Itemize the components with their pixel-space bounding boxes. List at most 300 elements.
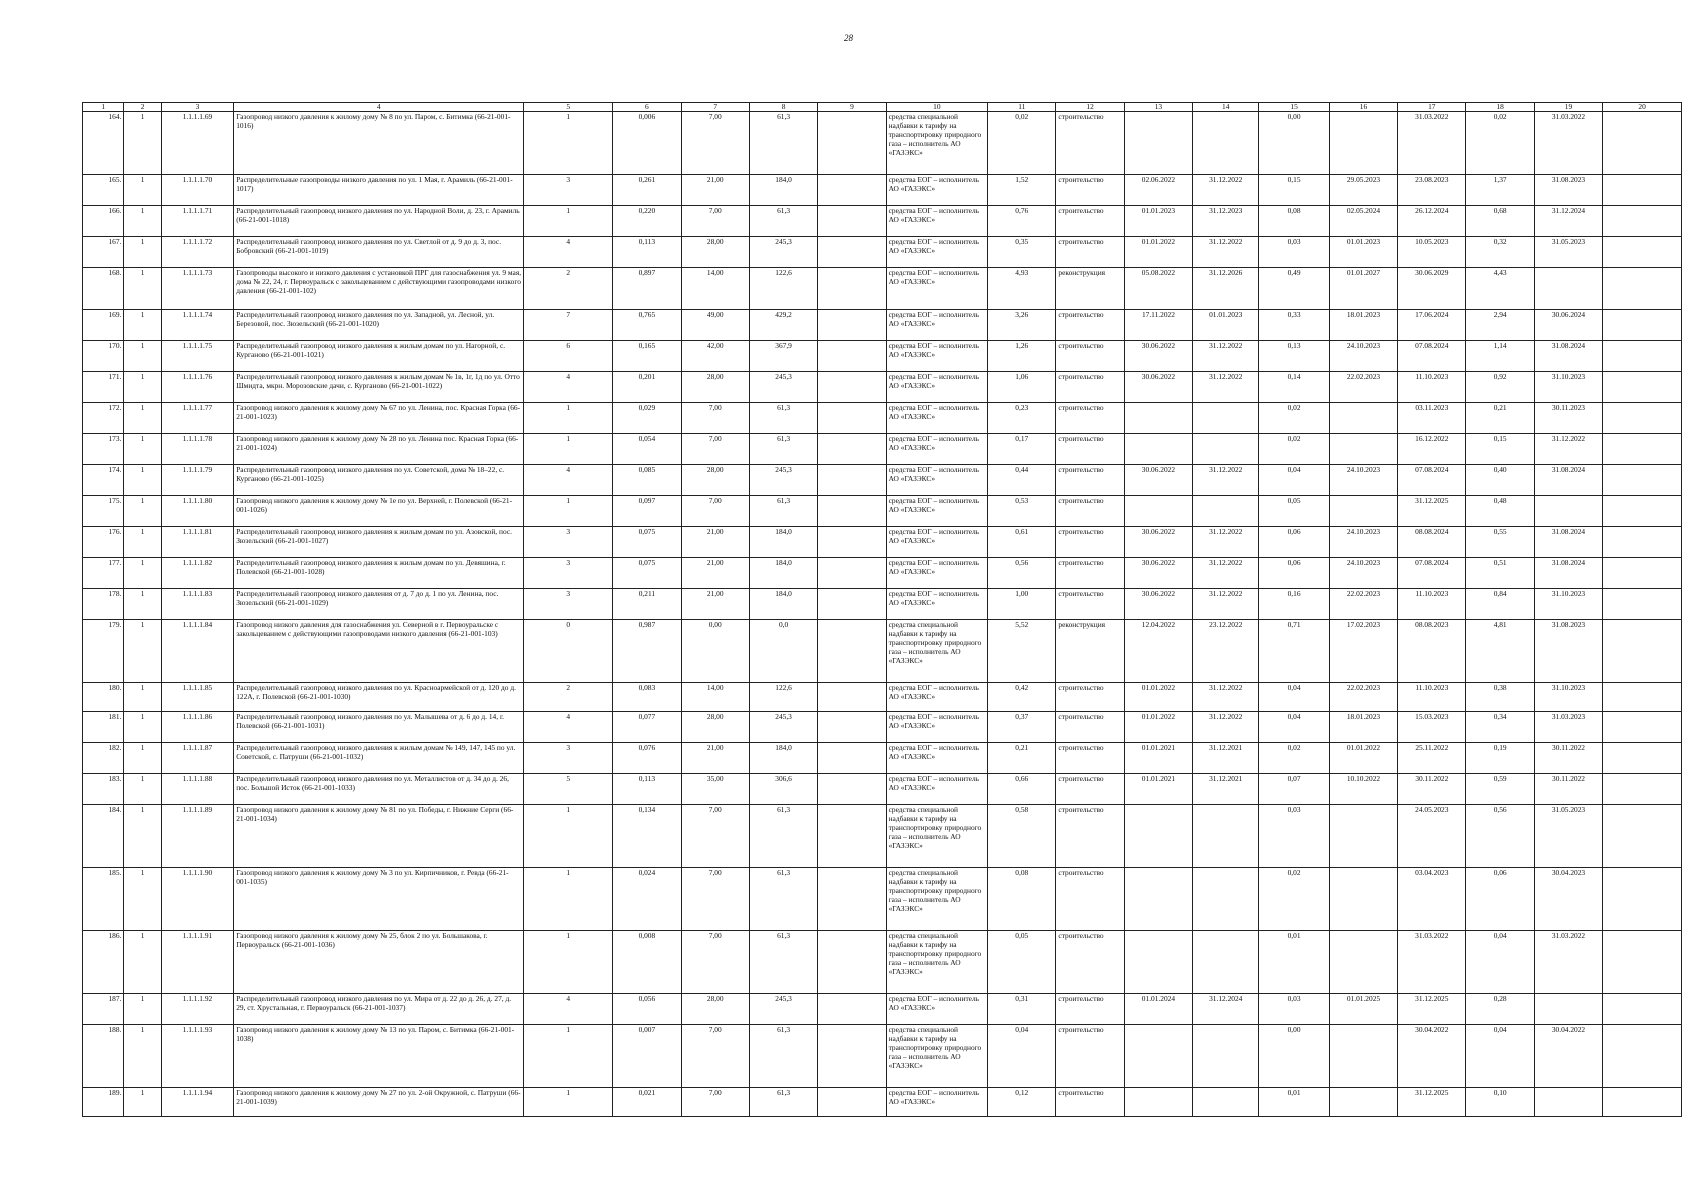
table-cell [818, 465, 886, 496]
table-cell: 1 [524, 931, 613, 994]
table-cell: 1 [124, 805, 161, 868]
table-cell [1193, 1088, 1259, 1117]
table-cell [818, 112, 886, 175]
table-cell: 07.08.2024 [1398, 558, 1466, 589]
table-cell: 0,08 [1259, 206, 1329, 237]
table-cell: 0,076 [613, 743, 681, 774]
table-cell: средства ЕОГ – исполнитель АО «ГАЗЭКС» [886, 434, 987, 465]
table-cell [818, 1088, 886, 1117]
table-cell: 11.10.2023 [1398, 372, 1466, 403]
table-cell: 0,34 [1466, 712, 1534, 743]
table-cell: 25.11.2022 [1398, 743, 1466, 774]
table-cell: Распределительный газопровод низкого давления по ул. Светлой от д. 9 до д. 3, пос. Бобровский (66-21-001-1019) [234, 237, 524, 268]
table-cell: 03.04.2023 [1398, 868, 1466, 931]
table-cell: 1.1.1.1.86 [161, 712, 233, 743]
column-header: 9 [818, 103, 886, 112]
table-cell [1603, 310, 1682, 341]
column-header: 8 [749, 103, 817, 112]
table-cell: 1 [124, 1025, 161, 1088]
table-cell: 0,056 [613, 994, 681, 1025]
table-cell: 3 [524, 527, 613, 558]
table-row [83, 1088, 1682, 1117]
table-cell: 30.06.2022 [1124, 589, 1192, 620]
table-cell: 0,49 [1259, 268, 1329, 310]
table-cell: 1.1.1.1.84 [161, 620, 233, 683]
table-cell: 1 [124, 112, 161, 175]
table-cell: 4 [524, 237, 613, 268]
table-cell [818, 743, 886, 774]
table-cell: средства ЕОГ – исполнитель АО «ГАЗЭКС» [886, 558, 987, 589]
column-header: 3 [161, 103, 233, 112]
table-cell: 0,51 [1466, 558, 1534, 589]
table-cell: 0,00 [1259, 112, 1329, 175]
column-header: 6 [613, 103, 681, 112]
table-cell: средства ЕОГ – исполнитель АО «ГАЗЭКС» [886, 465, 987, 496]
table-cell: 5 [524, 774, 613, 805]
table-cell: 1.1.1.1.80 [161, 496, 233, 527]
table-cell: 11.10.2023 [1398, 683, 1466, 712]
table-cell: 31.10.2023 [1534, 589, 1602, 620]
table-cell: 4 [524, 994, 613, 1025]
table-cell: 172. [83, 403, 124, 434]
table-cell: 05.08.2022 [1124, 268, 1192, 310]
table-row [83, 743, 1682, 774]
table-cell: 08.08.2024 [1398, 527, 1466, 558]
table-cell: 0,38 [1466, 683, 1534, 712]
table-cell: 3 [524, 558, 613, 589]
table-cell: 184,0 [749, 175, 817, 206]
table-cell [1534, 268, 1602, 310]
table-cell: строительство [1056, 403, 1124, 434]
table-cell: 01.01.2023 [1193, 310, 1259, 341]
table-cell: 1.1.1.1.93 [161, 1025, 233, 1088]
table-cell: 31.03.2022 [1398, 931, 1466, 994]
table-cell: 245,3 [749, 372, 817, 403]
table-cell: 61,3 [749, 112, 817, 175]
table-cell: Газопровод низкого давления к жилому дому № 1е по ул. Верхней, г. Полевской (66-21-001-1026) [234, 496, 524, 527]
table-cell [1124, 805, 1192, 868]
table-cell [1193, 434, 1259, 465]
table-cell: 28,00 [681, 465, 749, 496]
table-cell: 0,42 [988, 683, 1056, 712]
table-cell [1124, 931, 1192, 994]
table-cell [1329, 403, 1397, 434]
table-row [83, 805, 1682, 868]
table-cell [1534, 1088, 1602, 1117]
table-cell: строительство [1056, 310, 1124, 341]
table-cell: строительство [1056, 931, 1124, 994]
table-cell: 0,02 [1259, 434, 1329, 465]
table-cell: 22.02.2023 [1329, 683, 1397, 712]
table-cell: 61,3 [749, 403, 817, 434]
table-cell: 3,26 [988, 310, 1056, 341]
table-cell: 0,02 [1466, 112, 1534, 175]
table-cell: 1 [124, 372, 161, 403]
table-cell: 0,07 [1259, 774, 1329, 805]
table-cell: 0,06 [1259, 558, 1329, 589]
table-cell: 367,9 [749, 341, 817, 372]
table-cell: 180. [83, 683, 124, 712]
table-cell: 0,04 [988, 1025, 1056, 1088]
table-cell: 23.08.2023 [1398, 175, 1466, 206]
table-row [83, 237, 1682, 268]
table-cell: Газопровод низкого давления к жилому дому № 28 по ул. Ленина пос. Красная Горка (66-21-001-1024) [234, 434, 524, 465]
table-cell: 1.1.1.1.73 [161, 268, 233, 310]
table-cell: средства ЕОГ – исполнитель АО «ГАЗЭКС» [886, 237, 987, 268]
table-cell [1124, 112, 1192, 175]
table-cell: 01.01.2022 [1124, 237, 1192, 268]
table-cell: 15.03.2023 [1398, 712, 1466, 743]
table-cell: 07.08.2024 [1398, 341, 1466, 372]
table-cell: 1 [524, 868, 613, 931]
column-header: 11 [988, 103, 1056, 112]
table-cell [1124, 434, 1192, 465]
table-cell: 31.12.2022 [1193, 589, 1259, 620]
table-cell [1603, 372, 1682, 403]
table-cell: 1 [124, 403, 161, 434]
table-cell: 1 [524, 1025, 613, 1088]
table-cell: 1 [524, 112, 613, 175]
table-cell: строительство [1056, 496, 1124, 527]
table-cell [1193, 931, 1259, 994]
table-cell [818, 372, 886, 403]
table-cell: 1 [124, 237, 161, 268]
table-cell: 4,93 [988, 268, 1056, 310]
column-header: 4 [234, 103, 524, 112]
table-cell: 30.11.2023 [1534, 403, 1602, 434]
table-cell: 5,52 [988, 620, 1056, 683]
table-cell: строительство [1056, 743, 1124, 774]
table-cell: 61,3 [749, 434, 817, 465]
table-cell: 0,261 [613, 175, 681, 206]
table-cell [1603, 683, 1682, 712]
table-cell: 0,201 [613, 372, 681, 403]
table-cell [818, 683, 886, 712]
table-cell: 7,00 [681, 868, 749, 931]
table-cell: 1,14 [1466, 341, 1534, 372]
table-cell: 30.06.2022 [1124, 527, 1192, 558]
table-cell: 3 [524, 175, 613, 206]
table-cell: Распределительный газопровод низкого давления по ул. Металлистов от д. 34 до д. 26, пос. Большой Исток (66-21-001-1033) [234, 774, 524, 805]
table-cell: 28,00 [681, 372, 749, 403]
table-cell: 1.1.1.1.76 [161, 372, 233, 403]
table-row [83, 465, 1682, 496]
table-cell: строительство [1056, 175, 1124, 206]
table-cell: средства специальной надбавки к тарифу на транспортировку природного газа – исполнитель АО «ГАЗЭКС» [886, 1025, 987, 1088]
table-cell: 0,077 [613, 712, 681, 743]
table-cell: 31.10.2023 [1534, 683, 1602, 712]
table-cell: Газопровод низкого давления к жилому дому № 67 по ул. Ленина, пос. Красная Горка (66-21-001-1023) [234, 403, 524, 434]
table-cell: 0,10 [1466, 1088, 1534, 1117]
table-cell [1193, 496, 1259, 527]
table-cell: 12.04.2022 [1124, 620, 1192, 683]
table-cell: 24.10.2023 [1329, 527, 1397, 558]
table-cell [1603, 268, 1682, 310]
table-cell [818, 434, 886, 465]
table-cell: 3 [524, 589, 613, 620]
table-cell [1534, 994, 1602, 1025]
table-cell: 1 [124, 774, 161, 805]
table-cell: 0,04 [1259, 683, 1329, 712]
table-cell [1329, 112, 1397, 175]
table-row [83, 589, 1682, 620]
table-cell: 0,68 [1466, 206, 1534, 237]
table-cell: 31.08.2023 [1534, 175, 1602, 206]
table-cell: 22.02.2023 [1329, 589, 1397, 620]
table-cell: 0,03 [1259, 237, 1329, 268]
table-cell: 0,66 [988, 774, 1056, 805]
table-cell: 1.1.1.1.91 [161, 931, 233, 994]
table-cell [1603, 712, 1682, 743]
table-cell: 122,6 [749, 683, 817, 712]
table-cell: 0,58 [988, 805, 1056, 868]
table-cell: 1.1.1.1.92 [161, 994, 233, 1025]
table-cell [1603, 434, 1682, 465]
table-cell: 7,00 [681, 403, 749, 434]
table-cell: 1.1.1.1.79 [161, 465, 233, 496]
investment-program-table [82, 102, 1682, 1117]
table-cell [1329, 1088, 1397, 1117]
table-cell: 6 [524, 341, 613, 372]
table-cell: 0,024 [613, 868, 681, 931]
table-cell [818, 206, 886, 237]
table-cell [1603, 496, 1682, 527]
table-cell: 4,43 [1466, 268, 1534, 310]
table-cell: строительство [1056, 237, 1124, 268]
table-cell [818, 175, 886, 206]
table-cell: 21,00 [681, 589, 749, 620]
table-cell: 0,029 [613, 403, 681, 434]
table-cell: 122,6 [749, 268, 817, 310]
table-cell: 1 [124, 310, 161, 341]
table-cell [1603, 341, 1682, 372]
table-cell: средства ЕОГ – исполнитель АО «ГАЗЭКС» [886, 268, 987, 310]
table-row [83, 774, 1682, 805]
table-row [83, 558, 1682, 589]
table-cell: 0,02 [1259, 403, 1329, 434]
table-cell: 01.01.2023 [1124, 206, 1192, 237]
table-cell: 31.12.2021 [1193, 743, 1259, 774]
table-cell: 31.12.2022 [1193, 465, 1259, 496]
table-cell: 10.10.2022 [1329, 774, 1397, 805]
table-cell: 0,02 [1259, 743, 1329, 774]
table-row [83, 372, 1682, 403]
table-cell: 7,00 [681, 931, 749, 994]
column-header: 14 [1193, 103, 1259, 112]
table-cell [1329, 805, 1397, 868]
table-cell [1193, 112, 1259, 175]
table-cell: 01.01.2022 [1124, 712, 1192, 743]
table-cell: 30.11.2022 [1534, 774, 1602, 805]
table-cell: 30.06.2024 [1534, 310, 1602, 341]
table-cell: 24.10.2023 [1329, 341, 1397, 372]
table-cell: 1 [124, 868, 161, 931]
table-cell: 0,054 [613, 434, 681, 465]
table-cell: строительство [1056, 341, 1124, 372]
table-cell: 166. [83, 206, 124, 237]
table-cell: строительство [1056, 465, 1124, 496]
table-cell [818, 994, 886, 1025]
table-cell: строительство [1056, 712, 1124, 743]
table-cell: Распределительный газопровод низкого давления по ул. Мира от д. 22 до д. 26, д. 27, д. 29, ст. Хрустальная, г. Первоуральск (66-21-001-1037) [234, 994, 524, 1025]
table-cell: 1 [124, 268, 161, 310]
table-cell [1603, 589, 1682, 620]
table-cell: средства ЕОГ – исполнитель АО «ГАЗЭКС» [886, 341, 987, 372]
table-cell: 03.11.2023 [1398, 403, 1466, 434]
table-cell: 0,06 [1259, 527, 1329, 558]
table-cell: 181. [83, 712, 124, 743]
table-cell: 1.1.1.1.69 [161, 112, 233, 175]
table-cell: 35,00 [681, 774, 749, 805]
table-cell: Распределительные газопроводы низкого давления по ул. 1 Мая, г. Арамиль (66-21-001-1017) [234, 175, 524, 206]
table-cell: Распределительный газопровод низкого давления по ул. Советской, дома № 18–22, с. Курганово (66-21-001-1025) [234, 465, 524, 496]
table-row [83, 175, 1682, 206]
table-cell [1603, 1088, 1682, 1117]
table-cell: 0,35 [988, 237, 1056, 268]
table-cell: 1.1.1.1.89 [161, 805, 233, 868]
table-cell: 0,31 [988, 994, 1056, 1025]
table-cell: 29.05.2023 [1329, 175, 1397, 206]
table-cell: 0,05 [988, 931, 1056, 994]
column-header: 10 [886, 103, 987, 112]
table-cell: 429,2 [749, 310, 817, 341]
table-cell: 1.1.1.1.72 [161, 237, 233, 268]
table-cell: 0,55 [1466, 527, 1534, 558]
table-cell: Газопровод низкого давления к жилому дому № 13 по ул. Паром, с. Битимка (66-21-001-1038) [234, 1025, 524, 1088]
table-row [83, 403, 1682, 434]
table-cell: 170. [83, 341, 124, 372]
column-header: 7 [681, 103, 749, 112]
table-cell: 189. [83, 1088, 124, 1117]
table-cell: 173. [83, 434, 124, 465]
table-cell: 0,17 [988, 434, 1056, 465]
table-cell: 31.12.2024 [1534, 206, 1602, 237]
table-cell: 1,00 [988, 589, 1056, 620]
table-cell: 1,26 [988, 341, 1056, 372]
table-cell [818, 237, 886, 268]
table-cell: 2 [524, 683, 613, 712]
table-row [83, 868, 1682, 931]
table-cell: 01.01.2021 [1124, 743, 1192, 774]
table-row [83, 434, 1682, 465]
column-header: 18 [1466, 103, 1534, 112]
table-row [83, 527, 1682, 558]
table-cell [818, 310, 886, 341]
table-cell: 164. [83, 112, 124, 175]
table-cell: строительство [1056, 683, 1124, 712]
table-cell: 0,008 [613, 931, 681, 994]
table-cell: 0,28 [1466, 994, 1534, 1025]
table-cell: 30.06.2022 [1124, 558, 1192, 589]
table-cell: средства ЕОГ – исполнитель АО «ГАЗЭКС» [886, 683, 987, 712]
table-cell: строительство [1056, 774, 1124, 805]
table-cell [818, 931, 886, 994]
table-cell [1124, 868, 1192, 931]
table-cell [1603, 743, 1682, 774]
table-cell: 23.12.2022 [1193, 620, 1259, 683]
table-cell: 0,15 [1259, 175, 1329, 206]
column-header: 2 [124, 103, 161, 112]
table-cell: 31.12.2022 [1193, 683, 1259, 712]
table-cell: 31.08.2024 [1534, 558, 1602, 589]
table-cell: Газопровод низкого давления к жилому дому № 8 по ул. Паром, с. Битимка (66-21-001-1016) [234, 112, 524, 175]
table-cell: 31.12.2022 [1193, 372, 1259, 403]
table-cell: средства ЕОГ – исполнитель АО «ГАЗЭКС» [886, 994, 987, 1025]
table-cell: 245,3 [749, 994, 817, 1025]
table-cell: 0,05 [1259, 496, 1329, 527]
table-cell: 1 [524, 403, 613, 434]
table-cell: 1 [124, 743, 161, 774]
table-cell: 2 [524, 268, 613, 310]
table-cell: 7,00 [681, 496, 749, 527]
table-cell: 0,37 [988, 712, 1056, 743]
table-cell: 0,23 [988, 403, 1056, 434]
table-cell [1329, 496, 1397, 527]
table-cell [818, 774, 886, 805]
table-cell: 31.12.2026 [1193, 268, 1259, 310]
table-cell: 61,3 [749, 1088, 817, 1117]
table-cell: Распределительный газопровод низкого давления к жилым домам № 1в, 1г, 1д по ул. Отто Шмидта, мкрн. Морозовские дачи, с. Курганово (66-21-001-1022) [234, 372, 524, 403]
table-cell: 61,3 [749, 206, 817, 237]
table-cell: средства специальной надбавки к тарифу на транспортировку природного газа – исполнитель АО «ГАЗЭКС» [886, 931, 987, 994]
table-cell: 1.1.1.1.70 [161, 175, 233, 206]
table-cell: средства специальной надбавки к тарифу на транспортировку природного газа – исполнитель АО «ГАЗЭКС» [886, 620, 987, 683]
table-cell [818, 589, 886, 620]
table-cell: 168. [83, 268, 124, 310]
table-cell [1329, 931, 1397, 994]
table-cell [818, 268, 886, 310]
table-cell [1603, 620, 1682, 683]
table-cell: строительство [1056, 112, 1124, 175]
table-cell [1329, 1025, 1397, 1088]
table-cell: 31.12.2025 [1398, 994, 1466, 1025]
table-cell: 28,00 [681, 237, 749, 268]
table-cell [1124, 403, 1192, 434]
table-cell: 1 [524, 434, 613, 465]
table-cell: средства ЕОГ – исполнитель АО «ГАЗЭКС» [886, 175, 987, 206]
table-cell [818, 868, 886, 931]
table-cell [818, 805, 886, 868]
table-cell: 31.12.2024 [1193, 994, 1259, 1025]
table-cell: 0,075 [613, 527, 681, 558]
table-cell: 1.1.1.1.82 [161, 558, 233, 589]
table-cell: 42,00 [681, 341, 749, 372]
table-cell: 1 [124, 931, 161, 994]
table-cell [1193, 403, 1259, 434]
table-cell: 0,14 [1259, 372, 1329, 403]
table-cell: 1 [124, 620, 161, 683]
table-cell: 1.1.1.1.90 [161, 868, 233, 931]
table-cell: 0,006 [613, 112, 681, 175]
table-cell: 306,6 [749, 774, 817, 805]
table-row [83, 620, 1682, 683]
table-cell: 30.11.2022 [1398, 774, 1466, 805]
table-cell [1603, 1025, 1682, 1088]
table-cell: 31.10.2023 [1534, 372, 1602, 403]
table-cell: 18.01.2023 [1329, 712, 1397, 743]
table-cell: 4,81 [1466, 620, 1534, 683]
table-cell: 1.1.1.1.75 [161, 341, 233, 372]
table-cell: 2,94 [1466, 310, 1534, 341]
table-cell: 1 [124, 589, 161, 620]
table-cell: средства ЕОГ – исполнитель АО «ГАЗЭКС» [886, 1088, 987, 1117]
table-cell: 0,083 [613, 683, 681, 712]
table-cell: 183. [83, 774, 124, 805]
table-cell: 0,085 [613, 465, 681, 496]
table-cell: 187. [83, 994, 124, 1025]
table-cell: 1 [124, 175, 161, 206]
table-cell: 24.10.2023 [1329, 558, 1397, 589]
